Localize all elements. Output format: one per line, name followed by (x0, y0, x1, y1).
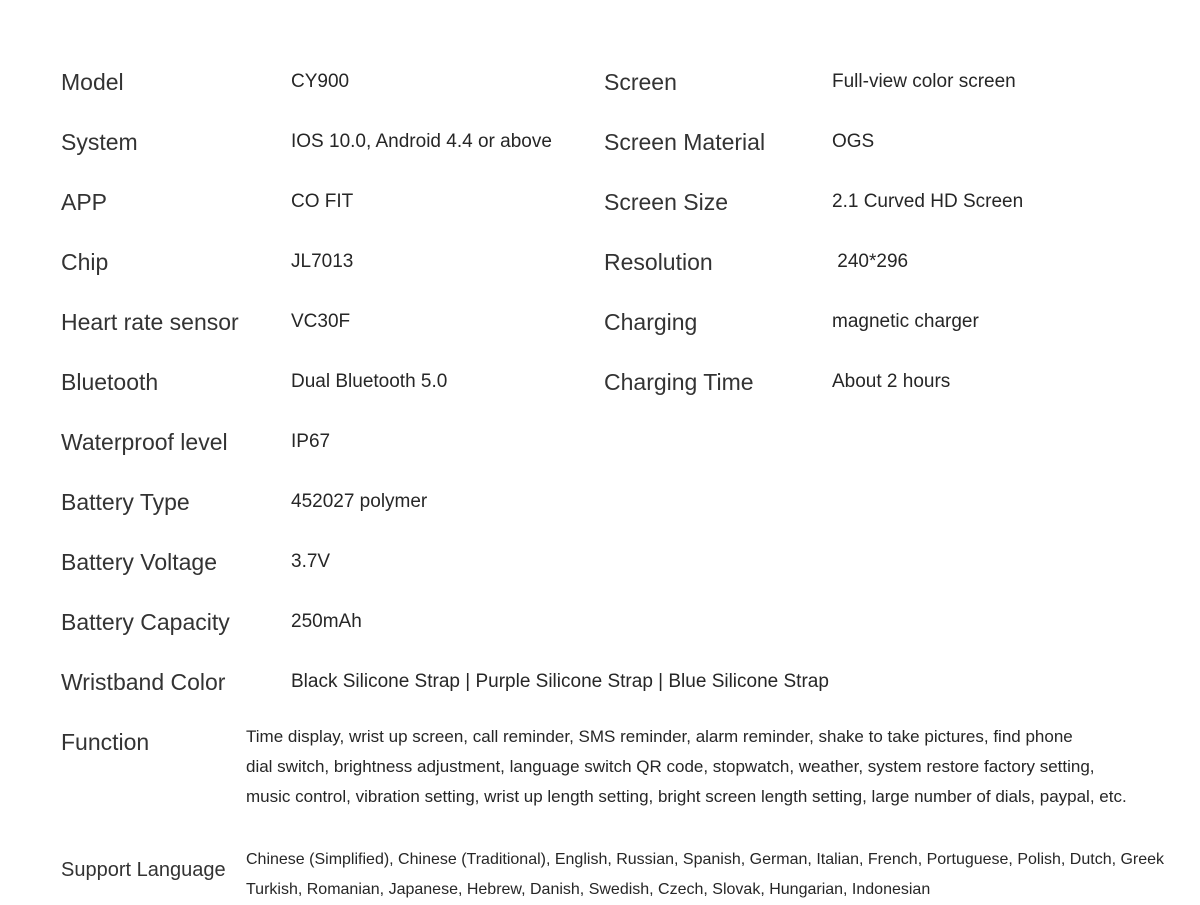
language-line: Turkish, Romanian, Japanese, Hebrew, Danish, Swedish, Czech, Slovak, Hungarian, Indonesian (246, 881, 931, 898)
spec-value-screen-material: OGS (832, 131, 875, 152)
spec-label-screen: Screen (604, 69, 677, 95)
spec-value-battery-type: 452027 polymer (291, 491, 428, 512)
spec-value-charging: magnetic charger (832, 311, 979, 332)
spec-value-charging-time: About 2 hours (832, 371, 951, 392)
spec-value-bluetooth: Dual Bluetooth 5.0 (291, 371, 448, 392)
spec-label-app: APP (61, 189, 108, 215)
spec-value-waterproof-level: IP67 (291, 431, 331, 452)
function-line: music control, vibration setting, wrist up length setting, bright screen length setting, large number of dials, paypal, etc. (246, 787, 1127, 806)
function-label: Function (61, 729, 150, 755)
function-line: dial switch, brightness adjustment, language switch QR code, stopwatch, weather, system restore factory setting, (246, 757, 1095, 776)
spec-label-battery-voltage: Battery Voltage (61, 549, 217, 575)
spec-value-battery-capacity: 250mAh (291, 611, 362, 632)
spec-label-system: System (61, 129, 138, 155)
spec-label-bluetooth: Bluetooth (61, 369, 159, 395)
function-description (246, 722, 1127, 812)
spec-value-wristband-color: Black Silicone Strap | Purple Silicone Strap | Blue Silicone Strap (291, 671, 829, 692)
spec-value-system: IOS 10.0, Android 4.4 or above (291, 131, 552, 152)
support-language-list (246, 845, 1164, 905)
spec-value-heart-rate-sensor: VC30F (291, 311, 351, 332)
spec-label-heart-rate-sensor: Heart rate sensor (61, 309, 239, 335)
spec-label-screen-size: Screen Size (604, 189, 729, 215)
function-line: Time display, wrist up screen, call reminder, SMS reminder, alarm reminder, shake to take pictures, find phone (246, 727, 1073, 746)
spec-label-charging-time: Charging Time (604, 369, 754, 395)
spec-label-battery-capacity: Battery Capacity (61, 609, 230, 635)
spec-label-resolution: Resolution (604, 249, 713, 275)
spec-label-screen-material: Screen Material (604, 129, 766, 155)
spec-label-waterproof-level: Waterproof level (61, 429, 228, 455)
spec-value-chip: JL7013 (291, 251, 354, 272)
spec-label-model: Model (61, 69, 124, 95)
spec-value-resolution: 240*296 (832, 251, 909, 272)
support-language-label: Support Language (61, 859, 226, 881)
spec-value-screen: Full-view color screen (832, 71, 1016, 92)
language-line: Chinese (Simplified), Chinese (Traditional), English, Russian, Spanish, German, Italian, French, Portuguese, Polish, Dutch, Greek (246, 851, 1165, 868)
spec-value-battery-voltage: 3.7V (291, 551, 331, 572)
spec-label-wristband-color: Wristband Color (61, 669, 226, 695)
spec-value-model: CY900 (291, 71, 350, 92)
spec-value-app: CO FIT (291, 191, 354, 212)
spec-label-charging: Charging (604, 309, 698, 335)
spec-label-chip: Chip (61, 249, 109, 275)
spec-value-screen-size: 2.1 Curved HD Screen (832, 191, 1024, 212)
spec-label-battery-type: Battery Type (61, 489, 190, 515)
